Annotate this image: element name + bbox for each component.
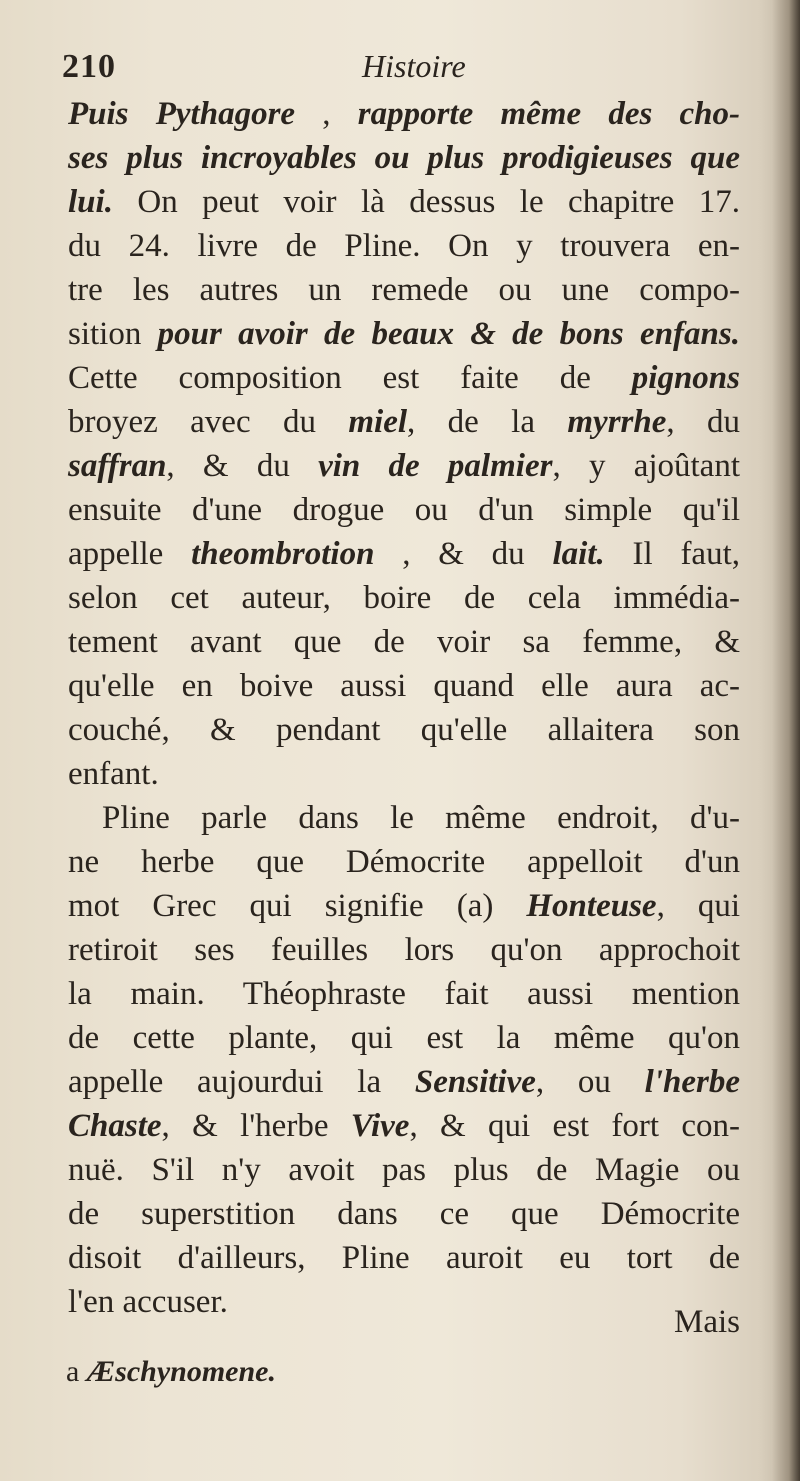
text-segment: l'en accuser. — [68, 1284, 228, 1320]
italic-segment: myrrhe — [567, 404, 667, 440]
italic-segment: miel — [348, 404, 408, 440]
text-segment: , y ajoûtant — [552, 448, 740, 484]
text-line — [68, 796, 740, 840]
footnote-marker: a — [66, 1355, 80, 1388]
italic-segment: Puis Pythagore — [68, 96, 296, 132]
italic-segment: pignons — [631, 360, 740, 396]
italic-segment: rapporte même des cho- — [357, 96, 741, 132]
text-line — [68, 708, 740, 752]
text-segment: disoit d'ailleurs, Pline auroit eu tort de — [68, 1240, 740, 1276]
text-segment: , & du — [166, 448, 319, 484]
text-line — [68, 576, 740, 620]
text-line — [68, 1104, 740, 1148]
text-line — [68, 972, 740, 1016]
text-line — [68, 136, 740, 180]
text-segment: appelle — [68, 536, 192, 572]
text-segment: broyez avec du — [68, 404, 349, 440]
text-segment: Pline parle dans le même endroit, d'u- — [102, 800, 740, 836]
text-segment: de superstition dans ce que Démocrite — [68, 1196, 740, 1232]
text-segment: ne herbe que Démocrite appelloit d'un — [68, 844, 740, 880]
text-segment: Cette composition est faite de — [68, 360, 632, 396]
text-segment: tement avant que de voir sa femme, & — [68, 624, 740, 660]
text-line — [68, 312, 740, 356]
text-line — [68, 1016, 740, 1060]
binding-shadow — [772, 0, 800, 1481]
page-header — [62, 48, 742, 98]
text-line — [68, 444, 740, 488]
text-segment: selon cet auteur, boire de cela immédia- — [68, 580, 740, 616]
catchword: Mais — [674, 1304, 740, 1340]
italic-segment: lait. — [552, 536, 605, 572]
text-segment: , & du — [374, 536, 553, 572]
text-segment: , — [295, 96, 358, 132]
page-number: 210 — [62, 48, 116, 85]
text-line — [68, 1236, 740, 1280]
text-segment: , & l'herbe — [161, 1108, 351, 1144]
italic-segment: Sensitive — [414, 1064, 536, 1100]
italic-segment: vin de palmier — [318, 448, 553, 484]
text-segment: couché, & pendant qu'elle allaitera son — [68, 712, 740, 748]
text-segment: On peut voir là dessus le chapitre 17. — [112, 184, 740, 220]
text-segment: , ou — [535, 1064, 645, 1100]
italic-segment: ses plus incroyables ou plus prodigieuses que — [68, 140, 740, 176]
text-line — [68, 268, 740, 312]
text-line — [68, 752, 740, 796]
italic-segment: lui. — [68, 184, 113, 220]
text-segment: de cette plante, qui est la même qu'on — [68, 1020, 740, 1056]
text-line — [68, 488, 740, 532]
catchword-row — [68, 1300, 740, 1344]
text-line — [68, 224, 740, 268]
text-segment: , & qui est fort con- — [409, 1108, 740, 1144]
text-line — [68, 840, 740, 884]
text-segment: retiroit ses feuilles lors qu'on approchoit — [68, 932, 740, 968]
text-line — [68, 1192, 740, 1236]
italic-segment: l'herbe — [644, 1064, 740, 1100]
italic-segment: Honteuse — [526, 888, 657, 924]
text-line — [68, 400, 740, 444]
text-segment: , de la — [407, 404, 568, 440]
text-segment: , du — [666, 404, 741, 440]
text-line — [68, 664, 740, 708]
text-segment: appelle aujourdui la — [68, 1064, 415, 1100]
text-line — [68, 532, 740, 576]
text-line — [68, 1060, 740, 1104]
text-segment: qu'elle en boive aussi quand elle aura ac- — [68, 668, 740, 704]
text-segment: la main. Théophraste fait aussi mention — [68, 976, 740, 1012]
footnote-text: Æschynomene. — [86, 1355, 276, 1388]
text-segment: tre les autres un remede ou une compo- — [68, 272, 740, 308]
text-segment: nuë. S'il n'y avoit pas plus de Magie ou — [68, 1152, 740, 1188]
text-segment: sition — [68, 316, 158, 352]
italic-segment: saffran — [68, 448, 167, 484]
text-segment: , qui — [656, 888, 741, 924]
footnote — [66, 1350, 276, 1394]
italic-segment: Chaste — [68, 1108, 162, 1144]
text-segment: ensuite d'une drogue ou d'un simple qu'il — [68, 492, 740, 528]
text-line — [68, 180, 740, 224]
italic-segment: Vive — [350, 1108, 410, 1144]
body-text — [68, 92, 740, 1324]
text-line — [68, 92, 740, 136]
running-title: Histoire — [362, 48, 466, 84]
text-line — [68, 884, 740, 928]
text-line — [68, 928, 740, 972]
text-segment: Il faut, — [604, 536, 741, 572]
italic-segment: pour avoir de beaux & de bons enfans. — [157, 316, 740, 352]
text-segment: du 24. livre de Pline. On y trouvera en- — [68, 228, 740, 264]
italic-segment: theombrotion — [191, 536, 375, 572]
text-line — [68, 356, 740, 400]
text-line — [68, 1148, 740, 1192]
text-line — [68, 620, 740, 664]
text-segment: mot Grec qui signifie (a) — [68, 888, 527, 924]
text-segment: enfant. — [68, 756, 159, 792]
